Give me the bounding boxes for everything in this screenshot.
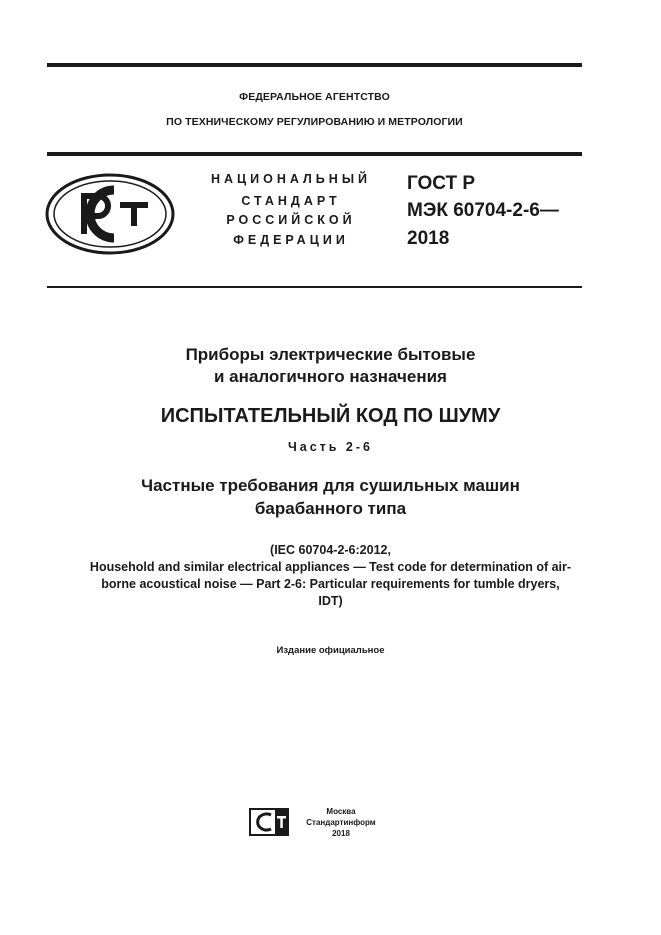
publisher-year: 2018	[332, 829, 350, 838]
subtitle	[40, 474, 621, 520]
standard-type-line-4: ФЕДЕРАЦИИ	[233, 233, 349, 247]
english-line-2: Household and similar electrical appliances — Test code for determination of air-	[89, 560, 572, 574]
agency-line-2: ПО ТЕХНИЧЕСКОМУ РЕГУЛИРОВАНИЮ И МЕТРОЛОГИИ	[166, 116, 463, 128]
publisher-name: Стандартинформ	[306, 818, 376, 827]
designation-line-2: МЭК 60704-2-6—	[407, 200, 559, 221]
title-russian-line-1: Приборы электрические бытовые	[185, 345, 476, 364]
publisher-info	[296, 806, 386, 839]
top-rule	[47, 63, 582, 67]
rst-certification-logo-icon	[44, 172, 176, 256]
standard-type-line-2: СТАНДАРТ	[241, 194, 341, 208]
title-russian-line-2: и аналогичного назначения	[214, 367, 447, 386]
designation-line-3: 2018	[407, 228, 450, 249]
english-line-4: IDT)	[318, 594, 343, 608]
subtitle-line-2: барабанного типа	[254, 499, 407, 518]
bottom-rule	[47, 286, 582, 288]
english-line-3: borne acoustical noise — Part 2-6: Particular requirements for tumble dryers,	[101, 577, 560, 591]
standartinform-logo-icon	[249, 808, 289, 836]
title-russian	[40, 344, 621, 388]
part-label: Часть 2-6	[287, 440, 374, 454]
middle-rule	[47, 152, 582, 156]
agency-line-1: ФЕДЕРАЛЬНОЕ АГЕНТСТВО	[239, 91, 390, 103]
standard-type-line-3: РОССИЙСКОЙ	[226, 213, 356, 227]
publisher-city: Москва	[326, 807, 356, 816]
main-title: ИСПЫТАТЕЛЬНЫЙ КОД ПО ШУМУ	[160, 405, 501, 427]
edition-label: Издание официальное	[276, 645, 385, 656]
subtitle-line-1: Частные требования для сушильных машин	[141, 476, 520, 495]
designation-line-1: ГОСТ Р	[407, 173, 476, 194]
english-line-1: (IEC 60704-2-6:2012,	[270, 543, 391, 557]
standard-type-line-1: НАЦИОНАЛЬНЫЙ	[210, 172, 372, 186]
english-title	[40, 542, 621, 610]
